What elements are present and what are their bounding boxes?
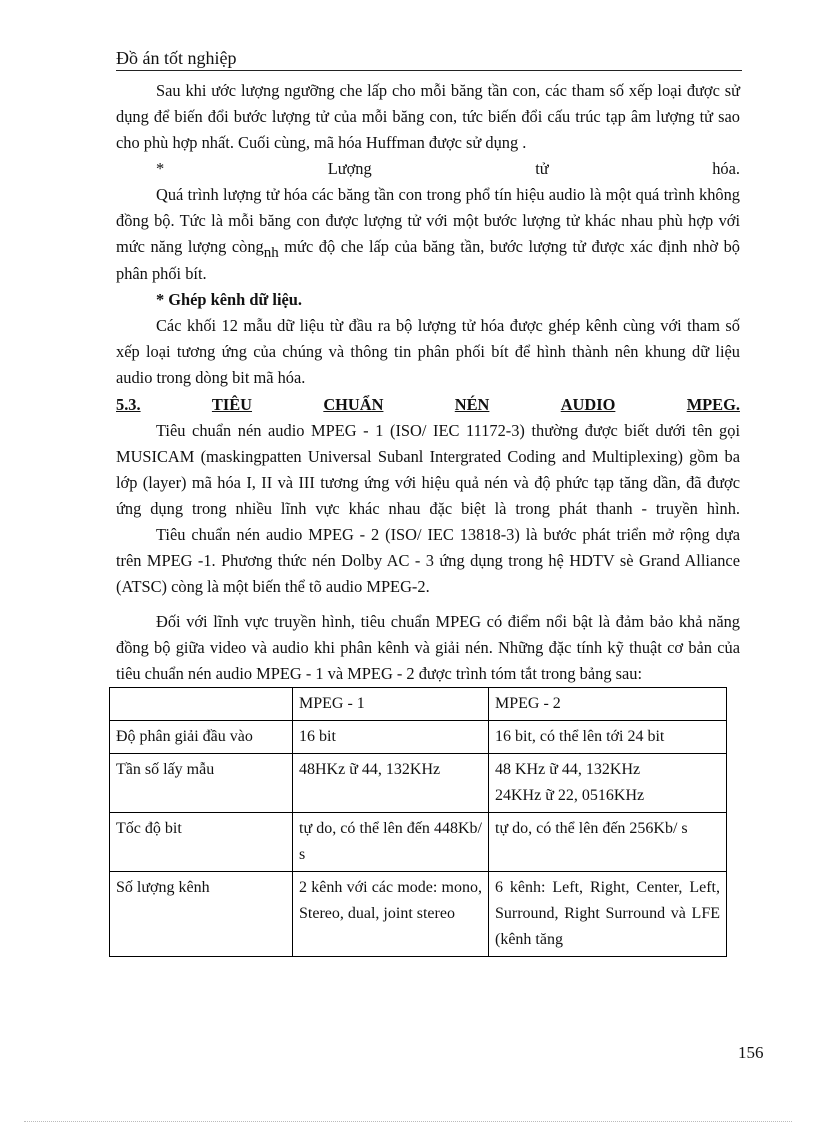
page-header-title: Đồ án tốt nghiệp: [116, 48, 742, 71]
subscript-text: nh: [263, 245, 279, 261]
table-row: [110, 721, 727, 754]
section-heading-5-3: [116, 392, 740, 418]
table-cell: 16 bit, có thể lên tới 24 bit: [489, 721, 727, 754]
document-body: [116, 78, 740, 957]
table-cell: 48HKz ữ 44, 132KHz: [293, 754, 489, 813]
paragraph-mpeg2: Tiêu chuẩn nén audio MPEG - 2 (ISO/ IEC 13818-3) là bước phát triển mở rộng dựa trên MPEG -1. Phương thức nén Dolby AC - 3 ứng dụng trong hệ HDTV sè Grand Alliance (ATSC) còng là một biến thể tõ audio MPEG-2.: [116, 525, 740, 596]
heading-word: AUDIO: [560, 395, 616, 414]
table-cell: 2 kênh với các mode: mono, Stereo, dual, joint stereo: [293, 872, 489, 957]
table-cell: tự do, có thể lên đến 448Kb/ s: [293, 813, 489, 872]
table-cell: [110, 688, 293, 721]
table-cell: Tần số lấy mẫu: [110, 754, 293, 813]
paragraph-television: Đối với lĩnh vực truyền hình, tiêu chuẩn MPEG có điểm nổi bật là đảm bảo khả năng đồng bộ giữa video và audio khi phân kênh và giải nén. Những đặc tính kỹ thuật cơ bản của tiêu chuẩn nén audio MPEG - 1 và MPEG - 2 được trình tóm tắt trong bảng sau:: [116, 612, 740, 683]
cell-line: 24KHz ữ 22, 0516KHz: [495, 787, 645, 804]
table-cell: Độ phân giải đầu vào: [110, 721, 293, 754]
paragraph-multiplexing: Các khối 12 mẫu dữ liệu từ đầu ra bộ lượng tử hóa được ghép kênh cùng với tham số xếp loại tương ứng của chúng và thông tin phân phối bít để hình thành nên khung dữ liệu audio trong dòng bit mã hóa.: [116, 316, 740, 387]
table-header-row: [110, 688, 727, 721]
paragraph-quantization-process: [116, 182, 740, 287]
star-word: *: [156, 159, 165, 178]
heading-word: CHUẨN: [323, 395, 384, 414]
paragraph-part: Quá trình lượng tử hóa các băng tần con trong phổ tín hiệu audio là một quá trình không đồng bộ. Tức là mỗi băng con được lượng tử với một bước lượng tử khác nhau phù hợp với mức năng lượng còng: [116, 185, 740, 256]
footer-divider: [24, 1121, 792, 1122]
page-number: 156: [738, 1043, 764, 1062]
heading-word: MPEG.: [686, 395, 740, 414]
table-cell: MPEG - 1: [293, 688, 489, 721]
table-cell: tự do, có thể lên đến 256Kb/ s: [489, 813, 727, 872]
star-word: tử: [535, 159, 549, 178]
star-word: hóa.: [712, 159, 740, 178]
table-cell: Số lượng kênh: [110, 872, 293, 957]
subheading-quantization: [116, 156, 740, 182]
table-cell: Tốc độ bit: [110, 813, 293, 872]
heading-word: NÉN: [454, 395, 490, 414]
table-cell: [489, 754, 727, 813]
table-row: [110, 813, 727, 872]
paragraph-mpeg1: Tiêu chuẩn nén audio MPEG - 1 (ISO/ IEC 11172-3) thường được biết dưới tên gọi MUSICAM (maskingpatten Universal Subanl Intergrated Coding and Multiplexing) gồm ba lớp (layer) mã hóa I, II và III tương ứng với hiệu quả nén và độ phức tạp tăng dần, đã được ứng dụng trong nhiều lĩnh vực khác nhau đặc biệt là trong phát thanh - truyền hình.: [116, 421, 740, 518]
paragraph-part: mức độ che lấp của băng tần, bước lượng tử được xác định nhờ bộ phân phối bít.: [116, 237, 741, 283]
heading-word: TIÊU: [211, 395, 253, 414]
table-cell: MPEG - 2: [489, 688, 727, 721]
table-cell: 16 bit: [293, 721, 489, 754]
mpeg-comparison-table: [109, 687, 727, 957]
paragraph-quantization-params: Sau khi ước lượng ngưỡng che lấp cho mỗi băng tần con, các tham số xếp loại được sử dụng để biến đổi bước lượng tử của mỗi băng con, tức biến đổi cấu trúc tạp âm lượng tử sao cho phù hợp nhất. Cuối cùng, mã hóa Huffman được sử dụng .: [116, 81, 740, 152]
star-word: Lượng: [327, 159, 372, 178]
table-row: [110, 872, 727, 957]
subheading-multiplexing: * Ghép kênh dữ liệu.: [156, 290, 303, 309]
table-row: [110, 754, 727, 813]
cell-line: 48 KHz ữ 44, 132KHz: [495, 761, 641, 778]
table-cell: 6 kênh: Left, Right, Center, Left, Surround, Right Surround và LFE (kênh tăng: [489, 872, 727, 957]
heading-word: 5.3.: [116, 395, 141, 414]
